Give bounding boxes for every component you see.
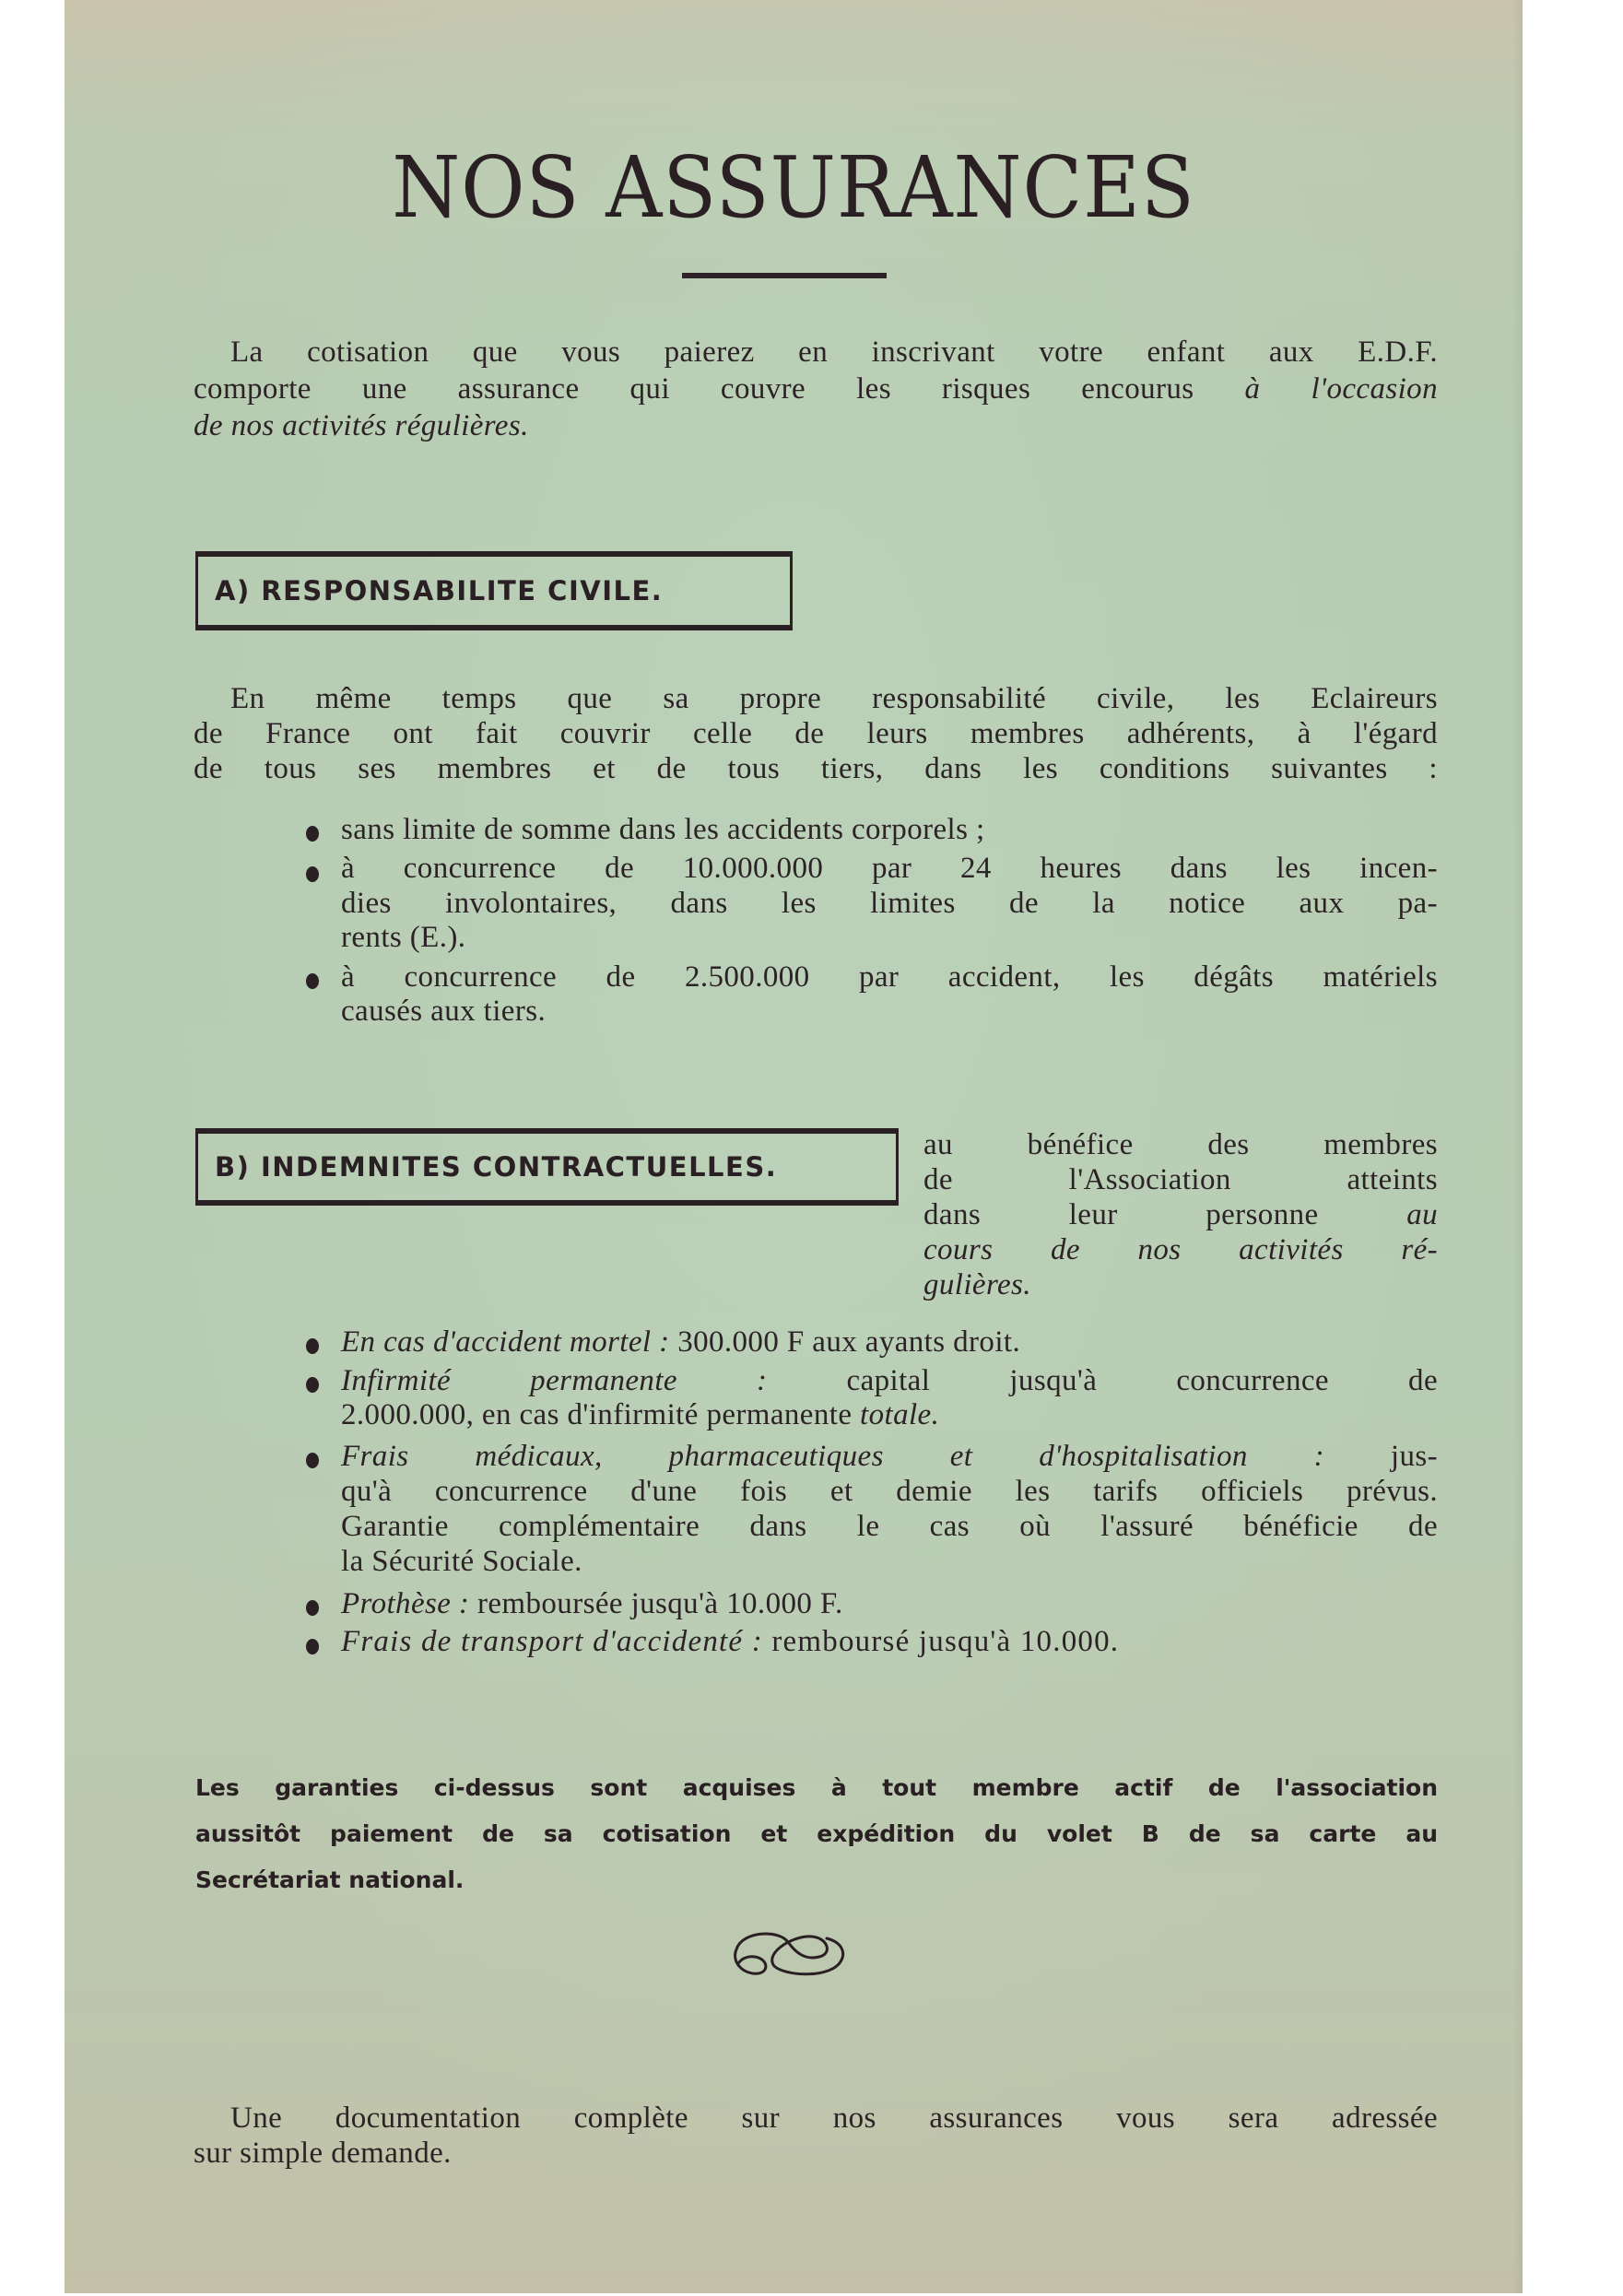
section-a-bullet-2-line-2: dies involontaires, dans les limites de la notice aux pa- (341, 887, 1438, 920)
section-b-bullet-3-line-3: Garantie complémentaire dans le cas où l'assuré bénéficie de (341, 1510, 1438, 1543)
section-b-bullet-3-line-1 (341, 1438, 1438, 1475)
section-b-side-line-5: gulières. (923, 1268, 1031, 1301)
intro-line-2-italic: à l'occasion (1244, 372, 1438, 406)
section-b-heading: B) INDEMNITES CONTRACTUELLES. (215, 1151, 778, 1183)
section-a-heading: A) RESPONSABILITE CIVILE. (215, 575, 664, 606)
section-b-side-line-3-italic: au (1406, 1198, 1438, 1231)
bullet-icon (306, 1453, 319, 1468)
section-b-side-line-3-plain: dans leur personne (923, 1198, 1319, 1231)
bullet-icon (306, 1377, 319, 1393)
intro-line-2 (194, 371, 1438, 407)
section-b-bullet-4-label: Prothèse : (341, 1587, 470, 1620)
note-line-3: Secrétariat national. (195, 1866, 465, 1893)
section-b-side-line-4: cours de nos activités ré- (923, 1233, 1438, 1266)
section-b-bullet-2-line-2-plain: 2.000.000, en cas d'infirmité permanente (341, 1398, 853, 1431)
section-b-bullet-3-label: Frais médicaux, pharmaceutiques et d'hospitalisation : (341, 1440, 1325, 1473)
section-b-side-line-2: de l'Association atteints (923, 1163, 1438, 1196)
intro-line-2-plain: comporte une assurance qui couvre les risques encourus (194, 372, 1194, 406)
section-b-bullet-5-label: Frais de transport d'accidenté : (341, 1625, 763, 1658)
section-b-bullet-1-text: 300.000 F aux ayants droit. (677, 1325, 1021, 1359)
section-a-paragraph-line-3: de tous ses membres et de tous tiers, dans les conditions suivantes : (194, 752, 1438, 785)
section-b-bullet-2-line-2-italic: totale. (860, 1398, 940, 1431)
section-b-bullet-2-line-1 (341, 1362, 1438, 1399)
note-line-2: aussitôt paiement de sa cotisation et expédition du volet B de sa carte au (195, 1820, 1438, 1847)
section-b-bullet-1-label: En cas d'accident mortel : (341, 1325, 670, 1359)
section-a-heading-box (195, 551, 793, 630)
section-b-side-line-1: au bénéfice des membres (923, 1128, 1438, 1161)
bullet-icon (306, 866, 319, 882)
title-rule-divider (682, 273, 887, 278)
section-b-bullet-4 (341, 1585, 843, 1622)
document-page (65, 0, 1523, 2293)
footer-line-1: Une documentation complète sur nos assurances vous sera adressée (230, 2102, 1438, 2135)
section-a-bullet-2-line-3: rents (E.). (341, 921, 466, 954)
bullet-icon (306, 1338, 319, 1354)
bullet-icon (306, 1600, 319, 1616)
bullet-icon (306, 973, 319, 989)
section-a-bullet-2-line-1: à concurrence de 10.000.000 par 24 heures dans les incen- (341, 852, 1438, 885)
section-b-bullet-2-label: Infirmité permanente : (341, 1364, 768, 1397)
intro-line-3 (194, 407, 529, 444)
page-title: NOS ASSURANCES (392, 138, 1195, 237)
section-b-bullet-5-text: remboursé jusqu'à 10.000. (771, 1625, 1120, 1658)
section-b-bullet-3-text: jus- (1390, 1440, 1438, 1473)
section-b-bullet-1 (341, 1324, 1020, 1360)
section-b-bullet-3-line-2: qu'à concurrence d'une fois et demie les tarifs officiels prévus. (341, 1475, 1438, 1508)
section-a-bullet-3-line-1: à concurrence de 2.500.000 par accident, les dégâts matériels (341, 960, 1438, 994)
section-a-bullet-3-line-2: causés aux tiers. (341, 995, 547, 1028)
footer-line-2: sur simple demande. (194, 2137, 452, 2170)
section-b-bullet-3-line-4: la Sécurité Sociale. (341, 1545, 582, 1578)
section-a-paragraph-line-1: En même temps que sa propre responsabilité civile, les Eclaireurs (230, 682, 1438, 715)
section-a-paragraph-line-2: de France ont fait couvrir celle de leurs membres adhérents, à l'égard (194, 717, 1438, 750)
bullet-icon (306, 1639, 319, 1654)
intro-line-3-italic: de nos activités régulières. (194, 409, 529, 442)
section-b-bullet-2-line-2 (341, 1396, 939, 1433)
section-b-bullet-5 (341, 1623, 1119, 1660)
intro-line-1: La cotisation que vous paierez en inscrivant votre enfant aux E.D.F. (230, 336, 1438, 369)
note-line-1: Les garanties ci-dessus sont acquises à tout membre actif de l'association (195, 1774, 1438, 1801)
section-b-bullet-2-text: capital jusqu'à concurrence de (846, 1364, 1438, 1397)
section-b-bullet-4-text: remboursée jusqu'à 10.000 F. (476, 1587, 843, 1620)
section-b-heading-box (195, 1128, 899, 1206)
bullet-icon (306, 826, 319, 842)
section-b-side-line-3 (923, 1196, 1438, 1233)
section-a-bullet-1-line-1: sans limite de somme dans les accidents corporels ; (341, 813, 985, 846)
flourish-ornament-icon (723, 1922, 853, 1986)
